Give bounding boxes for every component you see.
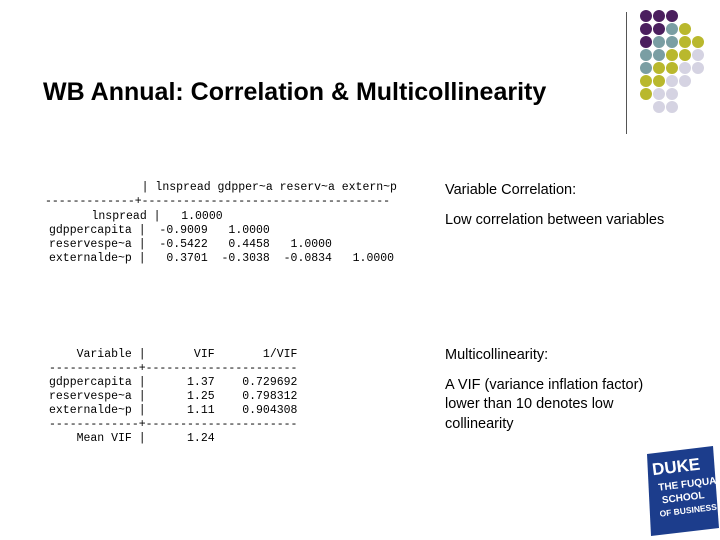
vif-table-separator: -------------+---------------------- [49,362,298,375]
correlation-table-separator: -------------+------------------------------------ [45,195,391,208]
table-row: reservespe~a | -0.5422 0.4458 1.0000 [49,238,332,251]
dot [679,75,691,87]
dot [653,36,665,48]
dot [666,101,678,113]
dot [640,49,652,61]
table-row: gdppercapita | 1.37 0.729692 [49,376,298,389]
dot [640,10,652,22]
dot [692,49,704,61]
vif-note-body: A VIF (variance inflation factor) lower than 10 denotes low collinearity [445,376,644,432]
dot [679,49,691,61]
dot [653,23,665,35]
dot [640,88,652,100]
correlation-note-body: Low correlation between variables [445,211,665,228]
dot [679,62,691,74]
logo-text-line4: OF BUSINESS [659,501,718,519]
dot [692,36,704,48]
table-row: externalde~p | 0.3701 -0.3038 -0.0834 1.0000 [49,252,395,265]
correlation-note [445,181,675,230]
table-row: reservespe~a | 1.25 0.798312 [49,390,298,403]
dot [640,36,652,48]
dot [679,36,691,48]
dot [653,88,665,100]
dot [640,62,652,74]
dot [666,88,678,100]
dot [666,10,678,22]
dot [666,62,678,74]
dot [640,23,652,35]
vif-table-separator: -------------+---------------------- [49,418,298,431]
slide-title: WB Annual: Correlation & Multicollinearity [43,78,547,106]
dot [640,75,652,87]
dot [679,23,691,35]
logo-text-line1: DUKE [651,454,702,480]
dot [666,75,678,87]
table-row: lnspread | 1.0000 [57,210,223,223]
correlation-note-heading: Variable Correlation: [445,182,577,198]
vif-table-mean-row: Mean VIF | 1.24 [49,432,215,445]
vif-table-header: Variable | VIF 1/VIF [49,348,298,361]
title-divider-line [626,12,627,134]
vif-note-heading: Multicollinearity: [445,347,549,363]
dot [653,62,665,74]
table-row: gdppercapita | -0.9009 1.0000 [49,224,270,237]
dot [653,49,665,61]
logo-text-line2: THE FUQUA [657,475,718,494]
dot [692,62,704,74]
dot [666,36,678,48]
correlation-table-header: | lnspread gdpper~a reserv~a extern~p [45,181,397,194]
dot [653,75,665,87]
dot [666,49,678,61]
table-row: externalde~p | 1.11 0.904308 [49,404,298,417]
dot [653,10,665,22]
vif-note [445,346,675,434]
dot [666,23,678,35]
logo-text-line3: SCHOOL [661,490,706,507]
duke-fuqua-logo [641,446,719,536]
dot [653,101,665,113]
